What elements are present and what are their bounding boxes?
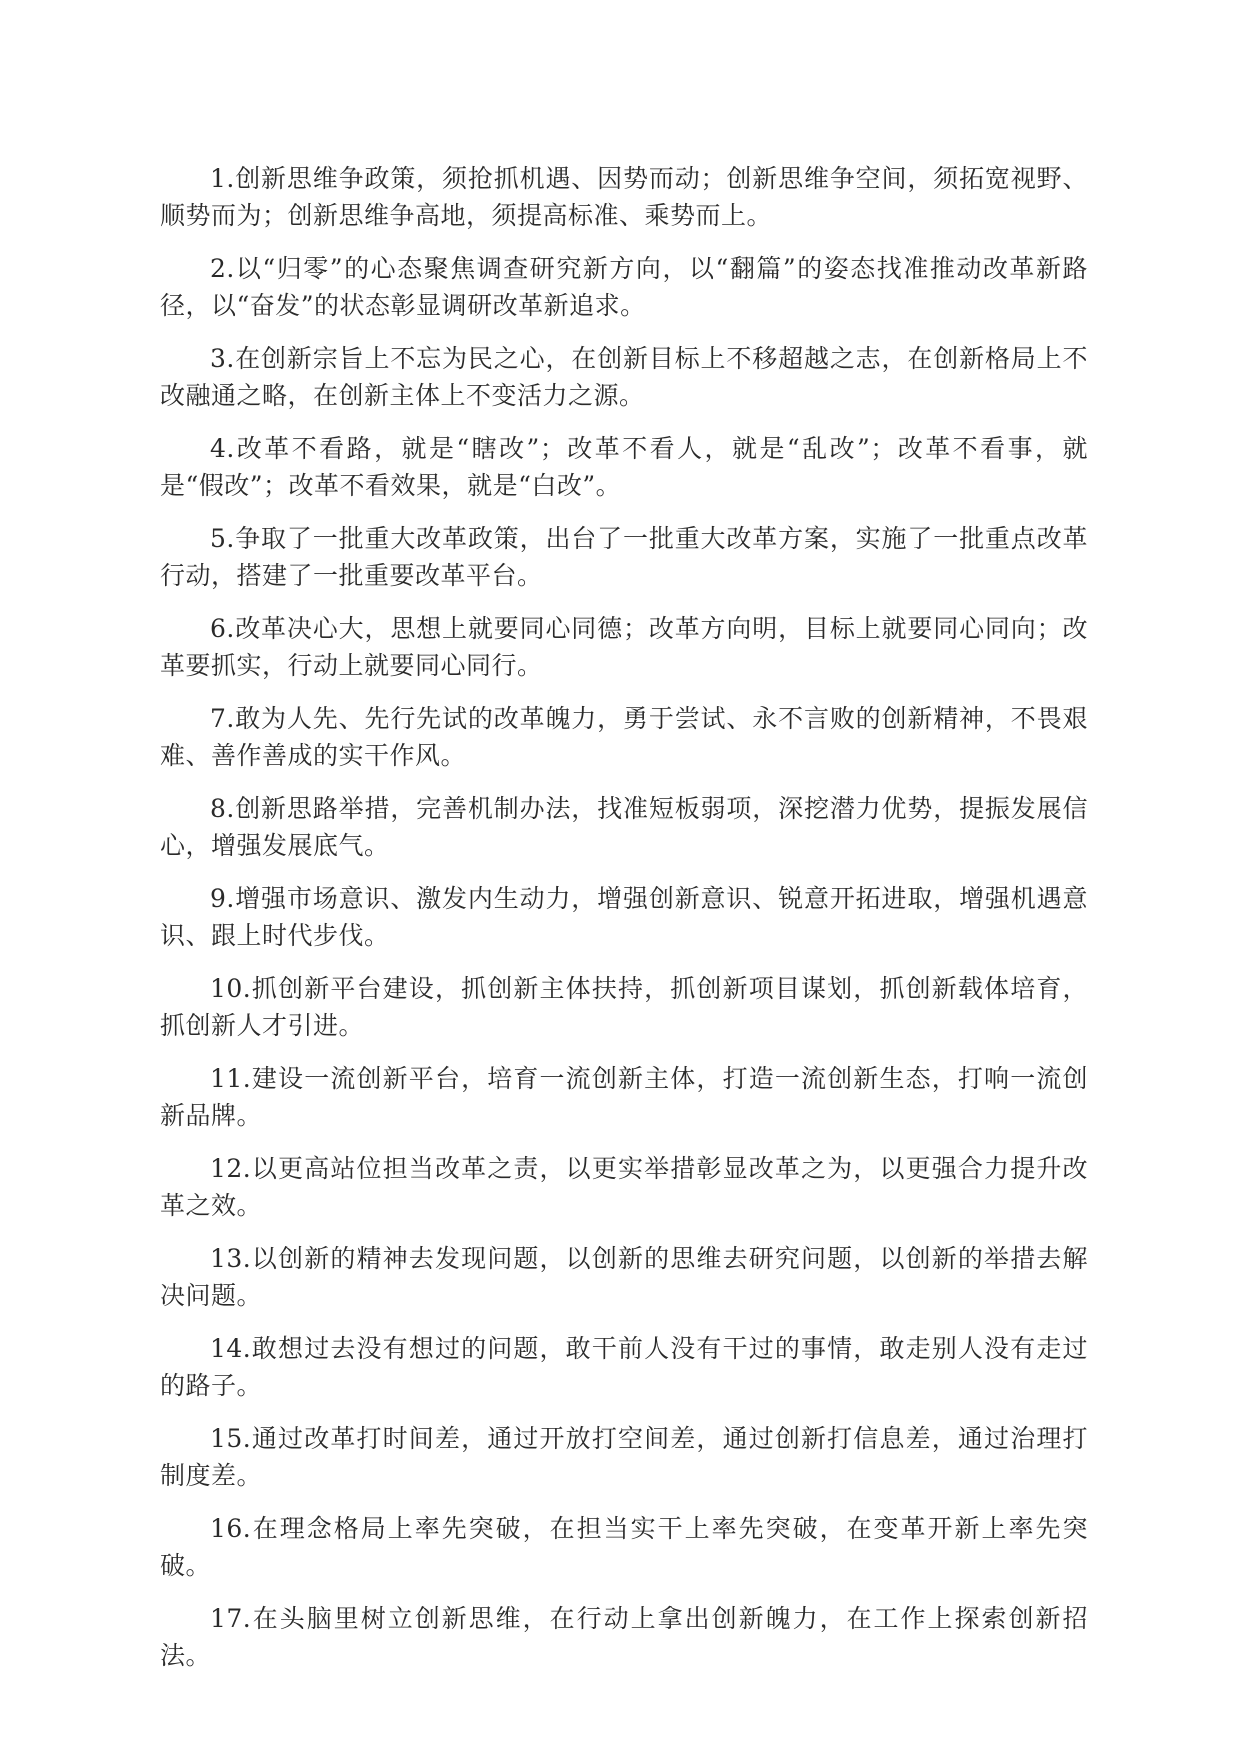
list-item: 13.以创新的精神去发现问题，以创新的思维去研究问题，以创新的举措去解决问题。 [160, 1244, 1088, 1310]
list-item: 12.以更高站位担当改革之责，以更实举措彰显改革之为，以更强合力提升改革之效。 [160, 1154, 1088, 1220]
list-item: 15.通过改革打时间差，通过开放打空间差，通过创新打信息差，通过治理打制度差。 [160, 1424, 1088, 1490]
list-item: 14.敢想过去没有想过的问题，敢干前人没有干过的事情，敢走别人没有走过的路子。 [160, 1334, 1088, 1400]
list-item: 1.创新思维争政策，须抢抓机遇、因势而动；创新思维争空间，须拓宽视野、顺势而为；创新思维争高地，须提高标准、乘势而上。 [160, 164, 1088, 230]
list-item: 8.创新思路举措，完善机制办法，找准短板弱项，深挖潜力优势，提振发展信心，增强发展底气。 [160, 794, 1088, 860]
list-item: 3.在创新宗旨上不忘为民之心，在创新目标上不移超越之志，在创新格局上不改融通之略，在创新主体上不变活力之源。 [160, 344, 1088, 410]
list-item: 10.抓创新平台建设，抓创新主体扶持，抓创新项目谋划，抓创新载体培育，抓创新人才引进。 [160, 974, 1088, 1040]
list-item: 9.增强市场意识、激发内生动力，增强创新意识、锐意开拓进取，增强机遇意识、跟上时代步伐。 [160, 884, 1088, 950]
list-item: 17.在头脑里树立创新思维，在行动上拿出创新魄力，在工作上探索创新招法。 [160, 1604, 1088, 1670]
list-item: 11.建设一流创新平台，培育一流创新主体，打造一流创新生态，打响一流创新品牌。 [160, 1064, 1088, 1130]
list-item: 2.以“归零”的心态聚焦调查研究新方向，以“翻篇”的姿态找准推动改革新路径，以“奋发”的状态彰显调研改革新追求。 [160, 254, 1088, 320]
list-item: 4.改革不看路，就是“瞎改”；改革不看人，就是“乱改”；改革不看事，就是“假改”；改革不看效果，就是“白改”。 [160, 434, 1088, 500]
document-page [160, 160, 1088, 1690]
list-item: 7.敢为人先、先行先试的改革魄力，勇于尝试、永不言败的创新精神，不畏艰难、善作善成的实干作风。 [160, 704, 1088, 770]
list-item: 6.改革决心大，思想上就要同心同德；改革方向明，目标上就要同心同向；改革要抓实，行动上就要同心同行。 [160, 614, 1088, 680]
list-item: 16.在理念格局上率先突破，在担当实干上率先突破，在变革开新上率先突破。 [160, 1514, 1088, 1580]
list-item: 5.争取了一批重大改革政策，出台了一批重大改革方案，实施了一批重点改革行动，搭建了一批重要改革平台。 [160, 524, 1088, 590]
